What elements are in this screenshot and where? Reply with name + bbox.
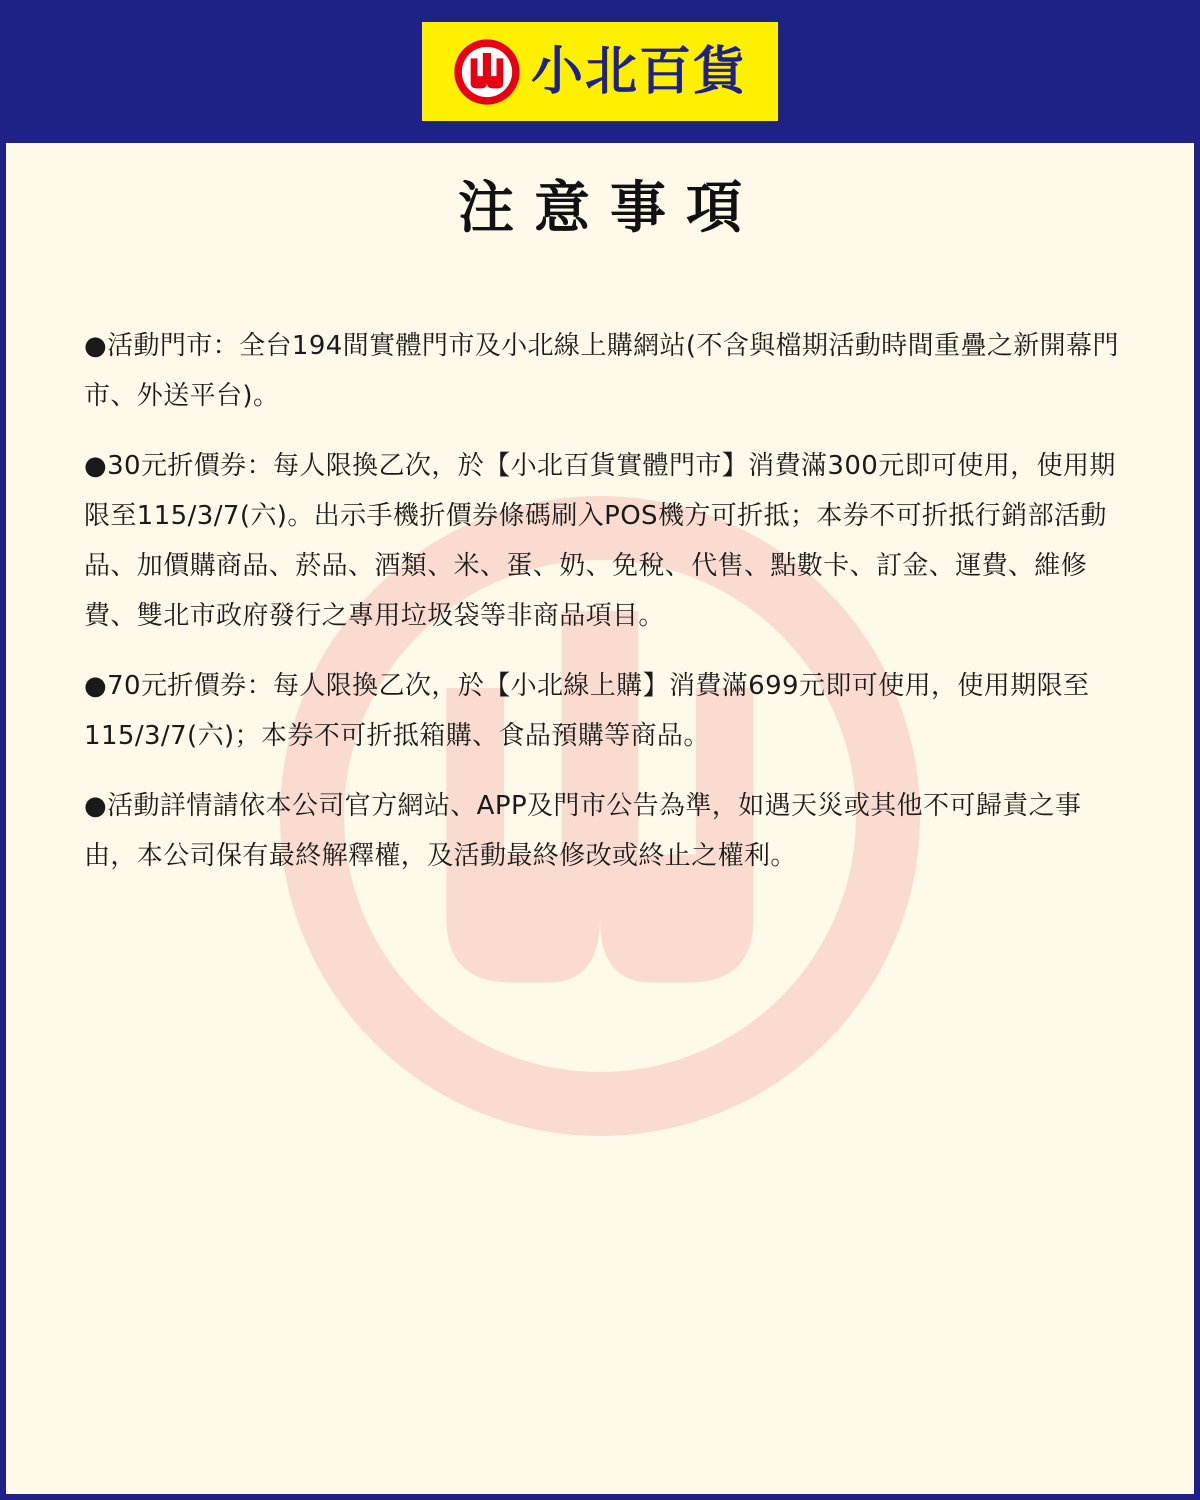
notes-list <box>84 321 1124 901</box>
note-30-coupon: ●30元折價券：每人限換乙次，於【小北百貨實體門市】消費滿300元即可使用，使用期限至115/3/7(六)。出示手機折價券條碼刷入POS機方可折抵；本券不可折抵行銷部活動品、加價購商品、菸品、酒類、米、蛋、奶、免稅、代售、點數卡、訂金、運費、維修費、雙北市政府發行之專用垃圾袋等非商品項目。 <box>84 451 1116 631</box>
header-band <box>0 0 1200 143</box>
note-70-coupon: ●70元折價券：每人限換乙次，於【小北線上購】消費滿699元即可使用，使用期限至115/3/7(六)；本券不可折抵箱購、食品預購等商品。 <box>84 671 1090 751</box>
xiaobei-logo-mark-icon <box>453 38 521 106</box>
brand-name: 小北百貨 <box>530 41 747 102</box>
note-terms: ●活動詳情請依本公司官方網站、APP及門市公告為準，如遇天災或其他不可歸責之事由，本公司保有最終解釋權，及活動最終修改或終止之權利。 <box>84 791 1082 871</box>
notice-panel <box>6 143 1194 1494</box>
brand-logo <box>422 22 778 121</box>
page-title: 注意事項 <box>458 176 762 241</box>
note-venues: ●活動門市：全台194間實體門市及小北線上購網站(不含與檔期活動時間重疊之新開幕門市、外送平台)。 <box>84 331 1119 411</box>
